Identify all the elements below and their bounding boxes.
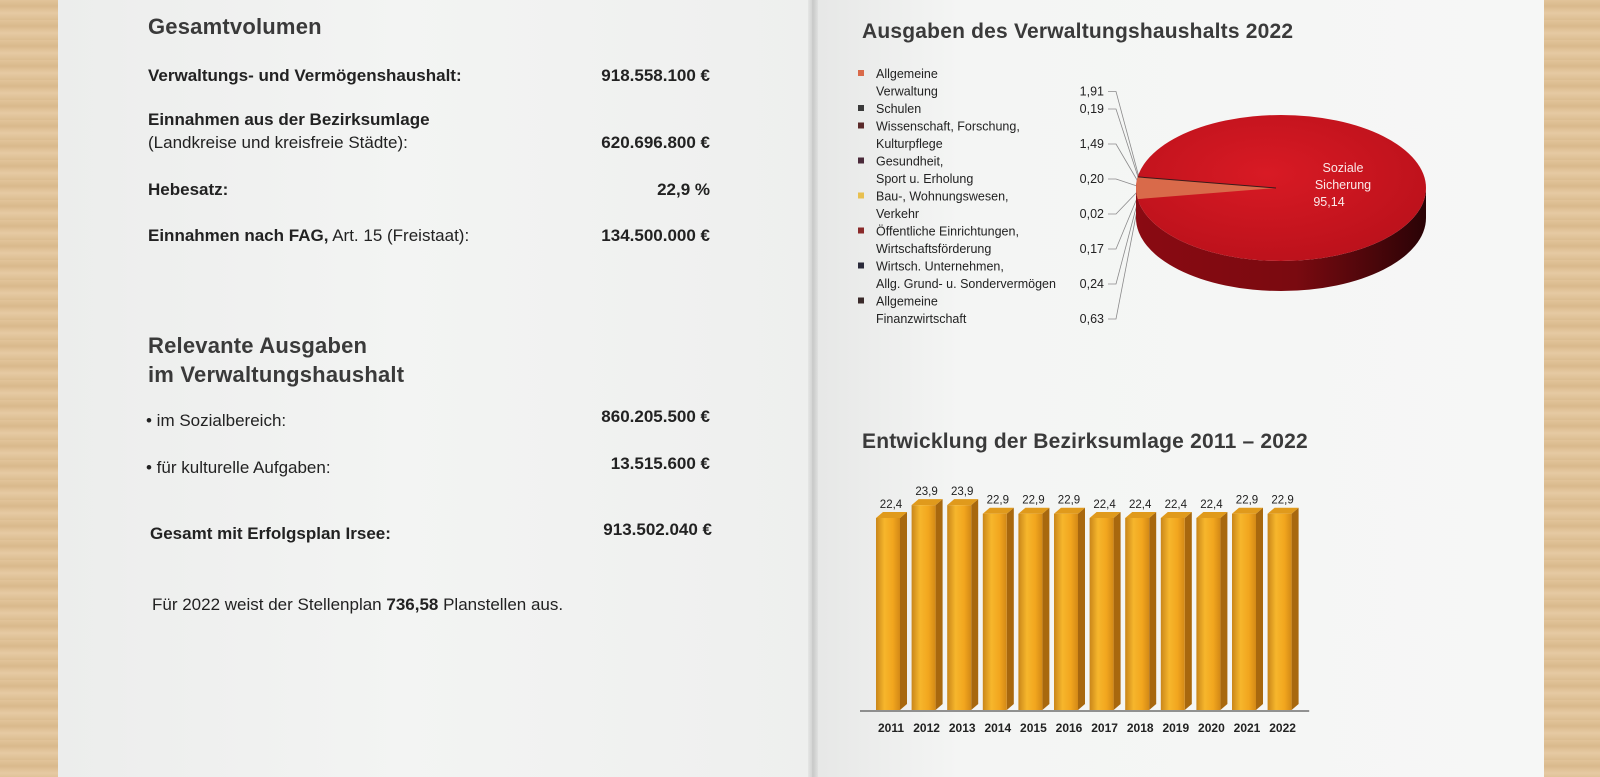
bar-side — [936, 499, 943, 710]
page-fold — [808, 0, 818, 777]
bar-value-label: 22,4 — [1093, 499, 1116, 511]
legend-swatch — [858, 228, 864, 234]
legend-swatch — [858, 158, 864, 164]
gesamtvolumen-heading: Gesamtvolumen — [148, 14, 322, 39]
bar — [1232, 514, 1256, 710]
legend-value: 0,24 — [1079, 277, 1104, 291]
bar-value-label: 22,4 — [1129, 499, 1152, 511]
legend-value: 0,02 — [1079, 207, 1104, 221]
pie-leader-lines — [1108, 92, 1140, 320]
bar-side — [1292, 508, 1299, 710]
ausgaben-heading-line2: im Verwaltungshaushalt — [148, 362, 405, 387]
legend-label: Wissenschaft, Forschung, — [876, 119, 1020, 134]
row-label-hebesatz: Hebesatz: — [148, 180, 229, 199]
bar-value-label: 22,9 — [986, 494, 1009, 507]
bar-side — [900, 512, 907, 710]
row-value-hebesatz: 22,9 % — [657, 180, 710, 199]
row-value-fag: 134.500.000 € — [601, 226, 710, 245]
bar-side — [1078, 508, 1085, 710]
legend-value: 0,17 — [1079, 242, 1104, 256]
bar-value-label: 22,4 — [879, 499, 903, 511]
leader-line — [1108, 193, 1140, 284]
bullet-sozialbereich: • im Sozialbereich: — [146, 411, 287, 430]
bar-value-label: 22,9 — [1057, 494, 1081, 507]
stellenplan-number: 736,58 — [386, 595, 439, 614]
bar — [1018, 514, 1042, 710]
legend-value: 0,19 — [1079, 102, 1104, 116]
bar-category-label: 2015 — [1020, 721, 1047, 735]
bar-category-label: 2014 — [984, 721, 1012, 735]
bar-category-label: 2021 — [1233, 721, 1261, 735]
ausgaben-heading-line1: Relevante Ausgaben — [148, 333, 368, 358]
stellenplan-note — [152, 595, 563, 615]
legend-label: Gesundheit, — [876, 154, 944, 169]
bar-category-label: 2013 — [948, 721, 976, 735]
legend-swatch — [858, 105, 864, 111]
row-label-fag-bold: Einnahmen nach FAG, — [148, 226, 329, 245]
legend-swatch — [858, 193, 864, 199]
legend-swatch — [858, 298, 864, 304]
row-value-haushalt: 918.558.100 € — [601, 66, 710, 85]
legend-label: Öffentliche Einrichtungen, — [876, 224, 1019, 239]
bar-side — [1042, 508, 1049, 710]
pie-title: Ausgaben des Verwaltungshaushalts 2022 — [862, 20, 1294, 43]
row-value-bezirksumlage: 620.696.800 € — [601, 133, 710, 152]
bar-category-label: 2019 — [1162, 721, 1190, 735]
bar-value-label: 22,4 — [1200, 499, 1223, 511]
stellenplan-suffix: Planstellen aus. — [438, 595, 564, 614]
row-label-fag-rest: Art. 15 (Freistaat): — [328, 226, 470, 245]
bar-category-label: 2017 — [1091, 721, 1118, 735]
bar — [1268, 514, 1292, 710]
bar — [1054, 514, 1078, 710]
bar — [912, 505, 936, 710]
legend-label: Wirtschaftsförderung — [876, 242, 992, 256]
bar-category-label: 2022 — [1269, 721, 1296, 735]
bar-chart — [856, 470, 1316, 750]
legend-label: Allgemeine — [876, 294, 938, 309]
bar-side — [1007, 508, 1014, 710]
legend-label: Allg. Grund- u. Sondervermögen — [876, 277, 1056, 291]
row-label-bezirksumlage-sub: (Landkreise und kreisfreie Städte): — [148, 133, 408, 152]
legend-label: Verkehr — [876, 207, 920, 221]
bar-value-label: 22,9 — [1271, 494, 1294, 507]
bar-category-label: 2012 — [913, 721, 940, 735]
total-label: Gesamt mit Erfolgsplan Irsee: — [150, 524, 391, 543]
bar — [876, 518, 900, 710]
leader-line — [1108, 179, 1140, 187]
bar-value-label: 23,9 — [915, 486, 938, 499]
bar-value-label: 22,9 — [1022, 494, 1045, 507]
row-label-bezirksumlage: Einnahmen aus der Bezirksumlage — [148, 110, 430, 129]
legend-value: 0,63 — [1079, 312, 1104, 326]
bar-value-label: 23,9 — [951, 486, 974, 499]
stellenplan-prefix: Für 2022 weist der Stellenplan — [152, 595, 387, 614]
legend-label: Schulen — [876, 102, 922, 116]
bar-side — [1114, 512, 1121, 710]
legend-value: 1,49 — [1079, 137, 1104, 151]
bar-side — [1256, 508, 1263, 710]
pie-big-label-1: Soziale — [1322, 161, 1364, 175]
bar-category-label: 2020 — [1198, 721, 1225, 735]
legend-label: Verwaltung — [876, 84, 938, 99]
legend-value: 1,91 — [1079, 84, 1104, 99]
value-sozialbereich: 860.205.500 € — [601, 407, 710, 426]
bar-side — [1220, 512, 1227, 710]
bar-category-label: 2016 — [1055, 721, 1083, 735]
pie-chart — [840, 60, 1460, 340]
row-label-haushalt: Verwaltungs- und Vermögenshaushalt: — [148, 66, 462, 85]
legend-label: Bau-, Wohnungswesen, — [876, 189, 1009, 204]
pie-big-label-2: Sicherung — [1314, 178, 1372, 192]
bar-side — [1149, 512, 1156, 710]
legend-label: Finanzwirtschaft — [876, 312, 967, 326]
value-kultur: 13.515.600 € — [610, 454, 710, 473]
bullet-kultur: • für kulturelle Aufgaben: — [146, 458, 331, 477]
legend-label: Sport u. Erholung — [876, 172, 974, 186]
bar-category-label: 2018 — [1126, 721, 1154, 735]
row-label-fag — [148, 226, 469, 246]
bar-chart-title: Entwicklung der Bezirksumlage 2011 – 2022 — [862, 430, 1308, 453]
pie-big-value: 95,14 — [1313, 195, 1345, 209]
legend-swatch — [858, 70, 864, 76]
bar — [947, 505, 971, 710]
bar-value-label: 22,9 — [1235, 494, 1259, 507]
total-value: 913.502.040 € — [603, 520, 712, 539]
bar-value-label: 22,4 — [1164, 499, 1187, 511]
bar — [1125, 518, 1149, 710]
legend-label: Kulturpflege — [876, 137, 943, 151]
bar — [1161, 518, 1185, 710]
pie-legend — [858, 67, 1104, 326]
bar — [983, 514, 1007, 710]
legend-value: 0,20 — [1079, 172, 1104, 186]
bar — [1090, 518, 1114, 710]
legend-label: Allgemeine — [876, 67, 938, 81]
legend-label: Wirtsch. Unternehmen, — [876, 259, 1004, 274]
legend-swatch — [858, 123, 864, 129]
bar-side — [971, 499, 978, 710]
legend-swatch — [858, 263, 864, 269]
bar-side — [1185, 512, 1192, 710]
pie-body — [1136, 115, 1426, 291]
bar — [1196, 518, 1220, 710]
bar-category-label: 2011 — [877, 721, 905, 735]
